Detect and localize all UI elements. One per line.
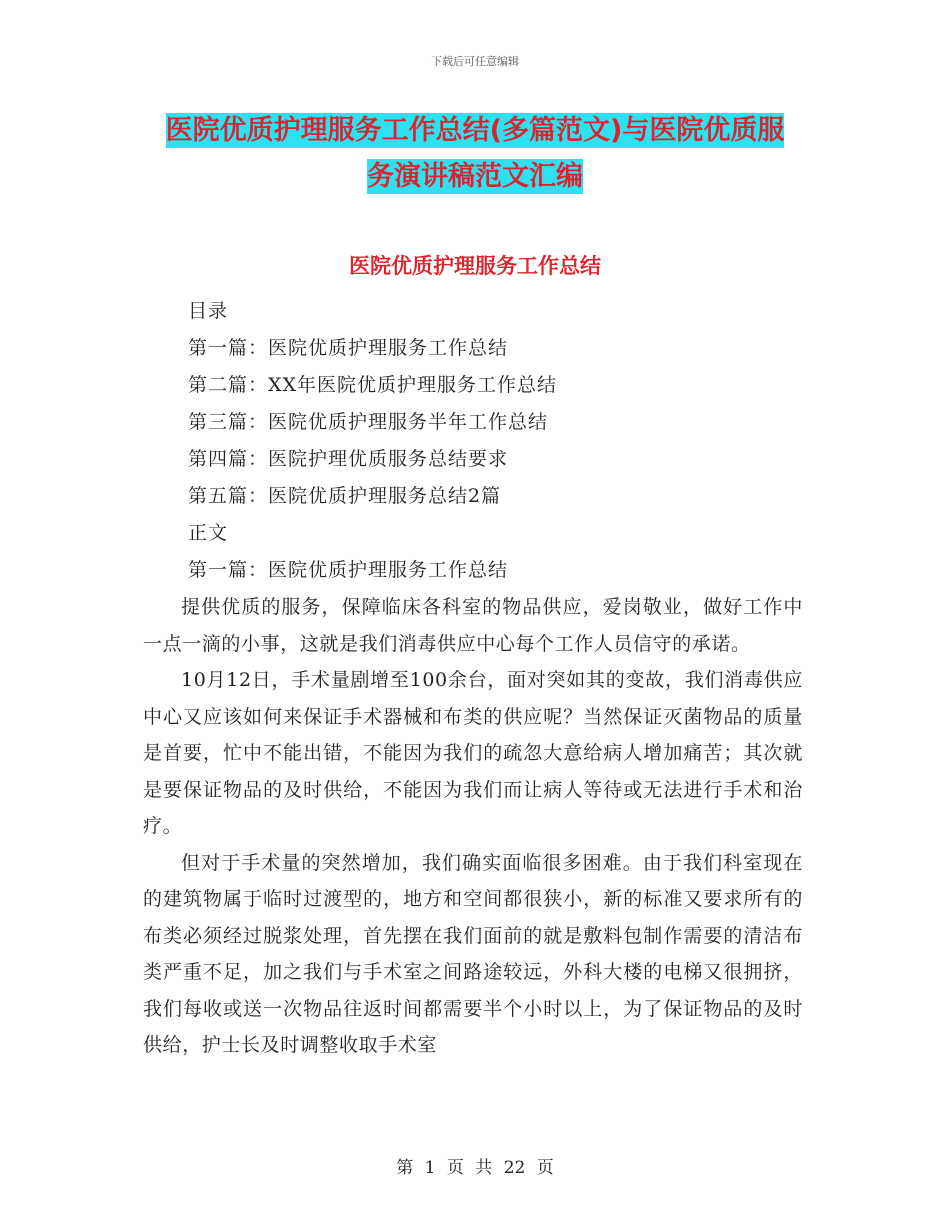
page-footer: 第 1 页 共 22 页 [396,1158,554,1178]
body-text [143,589,803,1064]
toc-item: 第一篇：医院优质护理服务工作总结 [188,337,509,359]
paragraph: 提供优质的服务，保障临床各科室的物品供应，爱岗敬业，做好工作中一点一滴的小事，这就是我们消毒供应中心每个工作人员信守的承诺。 [143,596,803,655]
toc-item: 第四篇：医院护理优质服务总结要求 [188,448,509,470]
document-title-line2: 务演讲稿范文汇编 [367,161,583,192]
toc-item: 第三篇：医院优质护理服务半年工作总结 [188,411,549,433]
article-heading: 第一篇：医院优质护理服务工作总结 [188,559,509,581]
document-title-line1: 医院优质护理服务工作总结(多篇范文)与医院优质服 [165,115,785,146]
header-note: 下载后可任意编辑 [431,55,519,68]
paragraph: 但对于手术量的突然增加，我们确实面临很多困难。由于我们科室现在的建筑物属于临时过渡型的，地方和空间都很狭小，新的标准又要求所有的布类必须经过脱浆处理，首先摆在我们面前的就是敷料包制作需要的清洁布类严重不足，加之我们与手术室之间路途较远，外科大楼的电梯又很拥挤，我们每收或送一次物品往返时间都需要半个小时以上，为了保证物品的及时供给，护士长及时调整收取手术室 [143,851,803,1056]
body-heading: 正文 [188,522,229,544]
section-title: 医院优质护理服务工作总结 [349,254,601,278]
toc-item: 第二篇：XX年医院优质护理服务工作总结 [188,374,558,396]
document-title [145,108,805,200]
toc-item: 第五篇：医院优质护理服务总结2篇 [188,485,502,507]
paragraph: 10月12日，手术量剧增至100余台，面对突如其的变故，我们消毒供应中心又应该如何来保证手术器械和布类的供应呢？当然保证灭菌物品的质量是首要，忙中不能出错，不能因为我们的疏忽大意给病人增加痛苦；其次就是要保证物品的及时供给，不能因为我们而让病人等待或无法进行手术和治疗。 [143,669,803,837]
toc-heading: 目录 [188,300,229,322]
table-of-contents [188,293,808,589]
